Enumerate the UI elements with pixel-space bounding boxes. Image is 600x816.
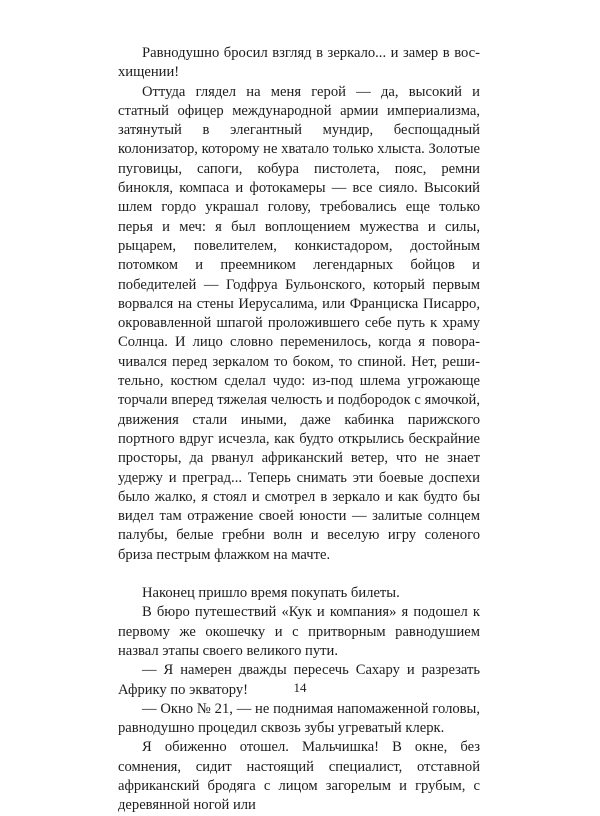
paragraph-offended: Я обиженно отошел. Мальчишка! В окне, без сомнения, сидит настоящий специалист, отставной африканский бродяга с лицом загорелым и грубым, с деревянной ногой или — [118, 739, 480, 814]
page-number: 14 — [293, 680, 307, 695]
paragraph-cross-sahara: — Я намерен дважды пересечь Сахару и разрезать Африку по экватору! — [118, 662, 480, 698]
paragraph-mirror-glance: Равнодушно бросил взгляд в зеркало... и замер в восхищении! — [118, 45, 480, 81]
paragraph-buy-tickets: Наконец пришло время покупать билеты. — [142, 585, 400, 602]
paragraph-hero-description: Оттуда глядел на меня герой — да, высокий и статный офицер международной армии империализма, затянутый в элегантный мундир, беспощадный колонизатор, которому не хватало только хлыста. Золотые пуговицы, сапоги, кобура пистолета, пояс, ремни бинокля, компаса и фотокамеры — все сияло. Высокий шлем гордо украшал голову, требовались еще только перья и меч: я был воплощением мужества и силы, рыцарем, повелителем, конкистадором, достойным потомком и преемником легендарных бойцов и победителей — Годфруа Бульонского, который первым ворвался на стены Иерусалима, или Франциска Писарро, окровавленной шпагой проложившего себе путь к храму Солнца. И лицо словно переменилось, когда я поворачивался перед зеркалом то боком, то спиной. Нет, решительно, костюм сделал чудо: из-под шлема угрожающе торчали вперед тяжелая челюсть и подбородок с ямочкой, движения стали иными, даже кабинка парижского портного вдруг исчезла, как будто открылись бескрайние просторы, да рванул африканский ветер, что не знает удержу и преград... Теперь снимать эти боевые доспехи было жалко, я стоял и смотрел в зеркало и как будто бы видел там отражение своей юности — залитые солнцем палубы, белые гребни волн и веселую игру соленого бриза пестрым флажком на мачте. — [118, 83, 480, 563]
page-body — [118, 44, 480, 816]
paragraph-travel-bureau: В бюро путешествий «Кук и компания» я подошел к первому же окошечку и с притворным равнодушием назвал этапы своего великого пути. — [118, 604, 480, 659]
paragraph-spacer — [118, 565, 480, 584]
paragraph-window-21: — Окно № 21, — не поднимая напомаженной головы, равнодушно процедил сквозь зубы угреватый клерк. — [118, 700, 480, 737]
